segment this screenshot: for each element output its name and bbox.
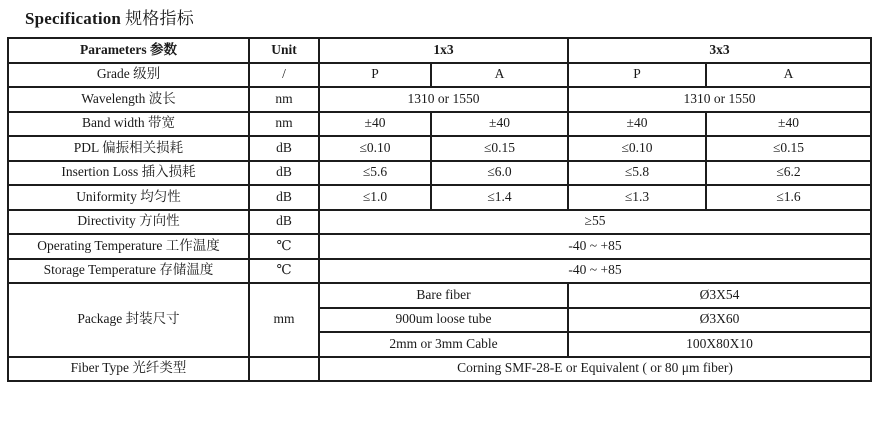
grade-3x3-a: A xyxy=(706,63,871,88)
package-cable-size: 100X80X10 xyxy=(568,332,871,357)
pdl-1x3-p: ≤0.10 xyxy=(319,136,431,161)
pdl-label: PDL 偏振相关损耗 xyxy=(8,136,249,161)
row-operating-temperature xyxy=(8,234,871,259)
package-label: Package 封装尺寸 xyxy=(8,283,249,357)
row-uniformity xyxy=(8,185,871,210)
bandwidth-1x3-a: ±40 xyxy=(431,112,568,137)
row-grade xyxy=(8,63,871,88)
header-group-1x3: 1x3 xyxy=(319,38,568,63)
grade-1x3-p: P xyxy=(319,63,431,88)
row-pdl xyxy=(8,136,871,161)
bandwidth-3x3-p: ±40 xyxy=(568,112,706,137)
package-loose-tube-size: Ø3X60 xyxy=(568,308,871,333)
directivity-value: ≥55 xyxy=(319,210,871,235)
wavelength-1x3-value: 1310 or 1550 xyxy=(319,87,568,112)
uniformity-unit: dB xyxy=(249,185,319,210)
fiber-type-label: Fiber Type 光纤类型 xyxy=(8,357,249,382)
fiber-type-unit xyxy=(249,357,319,382)
storage-temperature-unit: ℃ xyxy=(249,259,319,284)
uniformity-1x3-p: ≤1.0 xyxy=(319,185,431,210)
operating-temperature-value: -40 ~ +85 xyxy=(319,234,871,259)
row-directivity xyxy=(8,210,871,235)
insertion-loss-1x3-p: ≤5.6 xyxy=(319,161,431,186)
row-insertion-loss xyxy=(8,161,871,186)
header-group-3x3: 3x3 xyxy=(568,38,871,63)
header-parameters: Parameters 参数 xyxy=(8,38,249,63)
pdl-1x3-a: ≤0.15 xyxy=(431,136,568,161)
insertion-loss-label: Insertion Loss 插入损耗 xyxy=(8,161,249,186)
package-cable-type: 2mm or 3mm Cable xyxy=(319,332,568,357)
row-package-bare-fiber xyxy=(8,283,871,308)
insertion-loss-1x3-a: ≤6.0 xyxy=(431,161,568,186)
grade-1x3-a: A xyxy=(431,63,568,88)
directivity-label: Directivity 方向性 xyxy=(8,210,249,235)
operating-temperature-label: Operating Temperature 工作温度 xyxy=(8,234,249,259)
bandwidth-unit: nm xyxy=(249,112,319,137)
pdl-unit: dB xyxy=(249,136,319,161)
wavelength-unit: nm xyxy=(249,87,319,112)
uniformity-3x3-a: ≤1.6 xyxy=(706,185,871,210)
insertion-loss-3x3-p: ≤5.8 xyxy=(568,161,706,186)
title-chinese: 规格指标 xyxy=(125,9,194,28)
row-wavelength xyxy=(8,87,871,112)
bandwidth-label: Band width 带宽 xyxy=(8,112,249,137)
title-english: Specification xyxy=(25,9,122,28)
package-bare-fiber-type: Bare fiber xyxy=(319,283,568,308)
row-bandwidth xyxy=(8,112,871,137)
pdl-3x3-a: ≤0.15 xyxy=(706,136,871,161)
grade-label: Grade 级别 xyxy=(8,63,249,88)
header-unit: Unit xyxy=(249,38,319,63)
specification-table xyxy=(7,37,872,382)
row-fiber-type xyxy=(8,357,871,382)
directivity-unit: dB xyxy=(249,210,319,235)
uniformity-3x3-p: ≤1.3 xyxy=(568,185,706,210)
insertion-loss-unit: dB xyxy=(249,161,319,186)
operating-temperature-unit: ℃ xyxy=(249,234,319,259)
storage-temperature-label: Storage Temperature 存储温度 xyxy=(8,259,249,284)
page-title xyxy=(25,4,194,29)
insertion-loss-3x3-a: ≤6.2 xyxy=(706,161,871,186)
bandwidth-1x3-p: ±40 xyxy=(319,112,431,137)
package-unit: mm xyxy=(249,283,319,357)
package-loose-tube-type: 900um loose tube xyxy=(319,308,568,333)
package-bare-fiber-size: Ø3X54 xyxy=(568,283,871,308)
bandwidth-3x3-a: ±40 xyxy=(706,112,871,137)
header-row xyxy=(8,38,871,63)
uniformity-label: Uniformity 均匀性 xyxy=(8,185,249,210)
wavelength-label: Wavelength 波长 xyxy=(8,87,249,112)
row-storage-temperature xyxy=(8,259,871,284)
uniformity-1x3-a: ≤1.4 xyxy=(431,185,568,210)
storage-temperature-value: -40 ~ +85 xyxy=(319,259,871,284)
wavelength-3x3-value: 1310 or 1550 xyxy=(568,87,871,112)
grade-unit: / xyxy=(249,63,319,88)
pdl-3x3-p: ≤0.10 xyxy=(568,136,706,161)
fiber-type-value: Corning SMF-28-E or Equivalent ( or 80 μm fiber) xyxy=(319,357,871,382)
grade-3x3-p: P xyxy=(568,63,706,88)
